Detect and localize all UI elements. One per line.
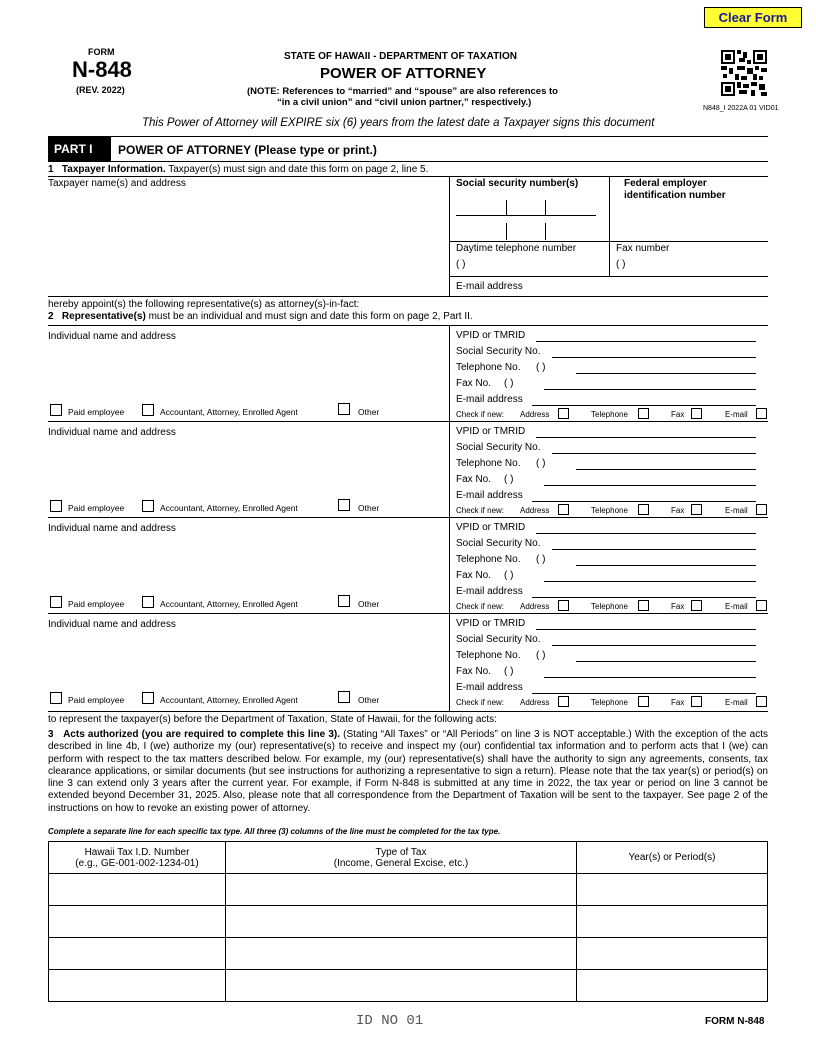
rep2-other-label: Other (358, 503, 380, 513)
rep3-other-checkbox[interactable] (338, 595, 350, 607)
rep3-ssn-field[interactable] (552, 549, 756, 550)
rep3-email-label: E-mail address (456, 586, 523, 597)
rep1-paid-employee-label: Paid employee (68, 407, 125, 417)
rep1-tel-label: Telephone No. (456, 362, 521, 373)
rep4-address-checkbox[interactable] (558, 696, 569, 707)
acts-periods-cell[interactable] (577, 970, 768, 1002)
part1-badge: PART I (48, 137, 111, 161)
form-revision: (REV. 2022) (76, 85, 125, 95)
acts-periods-cell[interactable] (577, 874, 768, 906)
rep2-accountant-label: Accountant, Attorney, Enrolled Agent (160, 503, 298, 513)
rep1-name-field[interactable] (48, 343, 446, 401)
rep3-accountant-checkbox[interactable] (142, 596, 154, 608)
id-number: ID NO 01 (356, 1013, 424, 1029)
note-line-1: (NOTE: References to “married” and “spouse” are also references to (247, 86, 558, 97)
rep3-check-new-label: Check if new: (456, 602, 505, 611)
rep1-email-field[interactable] (532, 405, 756, 406)
acts-tax-id-cell[interactable] (49, 970, 226, 1002)
rep4-email-field[interactable] (532, 693, 756, 694)
rep1-accountant-label: Accountant, Attorney, Enrolled Agent (160, 407, 298, 417)
rep1-accountant-checkbox[interactable] (142, 404, 154, 416)
acts-header-tax-type-line1: Type of Tax (375, 846, 427, 858)
rep2-name-label: Individual name and address (48, 427, 176, 438)
rep4-vpid-label: VPID or TMRID (456, 618, 526, 629)
rep1-tel-area[interactable]: ( ) (536, 362, 546, 373)
rep2-paid-employee-checkbox[interactable] (50, 500, 62, 512)
rep4-name-label: Individual name and address (48, 619, 176, 630)
rep2-telephone-checkbox[interactable] (638, 504, 649, 515)
acts-table-row (49, 970, 768, 1002)
acts-header-tax-id-line1: Hawaii Tax I.D. Number (84, 846, 190, 858)
part1-title: POWER OF ATTORNEY (Please type or print.) (118, 143, 377, 157)
line3-complete-note: Complete a separate line for each specific tax type. All three (3) columns of the line must be completed for the tax type. (48, 827, 501, 836)
acts-header-tax-id-line2: (e.g., GE-001-002-1234-01) (75, 857, 199, 869)
rep1-telephone-label: Telephone (591, 410, 628, 419)
rep3-tel-area[interactable]: ( ) (536, 554, 546, 565)
acts-tax-type-cell[interactable] (226, 906, 577, 938)
rep2-tel-field[interactable] (576, 469, 756, 470)
rep3-fax-checkbox[interactable] (691, 600, 702, 611)
rep2-ssn-field[interactable] (552, 453, 756, 454)
rep3-fax-field[interactable] (544, 581, 756, 582)
rep4-fax-field[interactable] (544, 677, 756, 678)
email-address-label: E-mail address (456, 281, 523, 292)
rep4-paid-employee-label: Paid employee (68, 695, 125, 705)
rep1-email-label: E-mail address (456, 394, 523, 405)
rep4-accountant-label: Accountant, Attorney, Enrolled Agent (160, 695, 298, 705)
rep3-fax-area[interactable]: ( ) (504, 570, 514, 581)
rep2-paid-employee-label: Paid employee (68, 503, 125, 513)
rep2-tel-area[interactable]: ( ) (536, 458, 546, 469)
acts-tax-id-cell[interactable] (49, 938, 226, 970)
rep3-accountant-label: Accountant, Attorney, Enrolled Agent (160, 599, 298, 609)
line2-text: must be an individual and must sign and date this form on page 2, Part II. (145, 311, 473, 322)
rep3-vpid-label: VPID or TMRID (456, 522, 526, 533)
rep2-email-field[interactable] (532, 501, 756, 502)
appoint-text: hereby appoint(s) the following representative(s) as attorney(s)-in-fact: (48, 299, 360, 310)
ssn-label: Social security number(s) (456, 178, 579, 189)
line1-number: 1 (48, 164, 54, 175)
rep4-tel-area[interactable]: ( ) (536, 650, 546, 661)
rep4-fax-area[interactable]: ( ) (504, 666, 514, 677)
rep1-fax-short-label: Fax (671, 410, 685, 419)
rep2-email-label: E-mail address (456, 490, 523, 501)
form-word: FORM (88, 47, 115, 57)
rep3-telephone-label: Telephone (591, 602, 628, 611)
rep4-other-label: Other (358, 695, 380, 705)
rep4-email-checkbox[interactable] (756, 696, 767, 707)
rep4-ssn-field[interactable] (552, 645, 756, 646)
acts-header-tax-id (49, 842, 226, 874)
acts-tax-id-cell[interactable] (49, 874, 226, 906)
rep3-address-label: Address (520, 602, 550, 611)
acts-table-row (49, 906, 768, 938)
fein-label-1: Federal employer (624, 178, 707, 189)
rep3-ssn-label: Social Security No. (456, 538, 541, 549)
line2-number: 2 (48, 311, 54, 322)
rep3-tel-field[interactable] (576, 565, 756, 566)
line1-heading: Taxpayer Information. (61, 164, 166, 175)
line1-text: Taxpayer(s) must sign and date this form on page 2, line 5. (165, 164, 429, 175)
fein-field[interactable] (614, 202, 766, 238)
acts-tax-type-cell[interactable] (226, 970, 577, 1002)
rep3-paid-employee-label: Paid employee (68, 599, 125, 609)
rep2-vpid-label: VPID or TMRID (456, 426, 526, 437)
fein-label-2: identification number (624, 190, 726, 201)
rep4-email-short-label: E-mail (725, 698, 748, 707)
rep3-telephone-checkbox[interactable] (638, 600, 649, 611)
clear-form-button[interactable]: Clear Form (704, 7, 802, 28)
rep1-vpid-label: VPID or TMRID (456, 330, 526, 341)
rep4-name-field[interactable] (48, 631, 446, 689)
acts-header-tax-type (226, 842, 577, 874)
rep3-name-field[interactable] (48, 535, 446, 593)
rep3-email-field[interactable] (532, 597, 756, 598)
rep2-email-checkbox[interactable] (756, 504, 767, 515)
rep2-ssn-label: Social Security No. (456, 442, 541, 453)
agency-name: STATE OF HAWAII - DEPARTMENT OF TAXATION (284, 51, 517, 62)
rep1-fax-area[interactable]: ( ) (504, 378, 514, 389)
acts-header-tax-type-line2: (Income, General Excise, etc.) (333, 857, 469, 869)
qr-code-icon (721, 50, 767, 96)
rep1-check-new-label: Check if new: (456, 410, 505, 419)
rep2-address-label: Address (520, 506, 550, 515)
rep2-fax-short-label: Fax (671, 506, 685, 515)
acts-tax-id-cell[interactable] (49, 906, 226, 938)
rep4-check-new-label: Check if new: (456, 698, 505, 707)
acts-tax-type-cell[interactable] (226, 938, 577, 970)
rep4-vpid-field[interactable] (536, 629, 756, 630)
rep1-name-label: Individual name and address (48, 331, 176, 342)
rep3-name-label: Individual name and address (48, 523, 176, 534)
rep1-fax-field[interactable] (544, 389, 756, 390)
rep2-telephone-label: Telephone (591, 506, 628, 515)
rep1-fax-label: Fax No. (456, 378, 492, 389)
acts-periods-cell[interactable] (577, 906, 768, 938)
fax-number-label: Fax number (616, 243, 670, 254)
rep1-other-checkbox[interactable] (338, 403, 350, 415)
rep3-fax-label: Fax No. (456, 570, 492, 581)
rep3-paid-employee-checkbox[interactable] (50, 596, 62, 608)
rep4-address-label: Address (520, 698, 550, 707)
rep3-other-label: Other (358, 599, 380, 609)
fax-number-field[interactable]: ( ) (616, 259, 626, 270)
acts-header-periods: Year(s) or Period(s) (577, 842, 768, 874)
rep1-fax-checkbox[interactable] (691, 408, 702, 419)
daytime-phone-field[interactable]: ( ) (456, 259, 466, 270)
rep2-other-checkbox[interactable] (338, 499, 350, 511)
line3-number: 3 (48, 729, 54, 740)
line2-instruction (48, 311, 473, 322)
line2-heading: Representative(s) (61, 311, 146, 322)
line3-paragraph (48, 729, 768, 815)
rep4-fax-label: Fax No. (456, 666, 492, 677)
expire-note: This Power of Attorney will EXPIRE six (6) years from the latest date a Taxpayer signs this document (142, 117, 655, 129)
rep2-fax-area[interactable]: ( ) (504, 474, 514, 485)
rep1-telephone-checkbox[interactable] (638, 408, 649, 419)
rep2-vpid-field[interactable] (536, 437, 756, 438)
rep4-telephone-checkbox[interactable] (638, 696, 649, 707)
rep1-tel-field[interactable] (576, 373, 756, 374)
form-code: N848_I 2022A 01 VID01 (703, 105, 779, 112)
rep3-vpid-field[interactable] (536, 533, 756, 534)
rep1-email-checkbox[interactable] (756, 408, 767, 419)
rep3-email-short-label: E-mail (725, 602, 748, 611)
acts-table (48, 841, 768, 1002)
line3-heading: Acts authorized (you are required to complete this line 3). (63, 729, 340, 740)
form-number: N-848 (72, 57, 132, 82)
rep4-email-label: E-mail address (456, 682, 523, 693)
rep2-fax-label: Fax No. (456, 474, 492, 485)
rep1-ssn-label: Social Security No. (456, 346, 541, 357)
ssn-field[interactable] (456, 200, 596, 240)
rep3-tel-label: Telephone No. (456, 554, 521, 565)
rep1-other-label: Other (358, 407, 380, 417)
daytime-phone-label: Daytime telephone number (456, 243, 577, 254)
rep1-address-checkbox[interactable] (558, 408, 569, 419)
footer-form-label: FORM N-848 (705, 1016, 765, 1027)
rep1-email-short-label: E-mail (725, 410, 748, 419)
rep2-tel-label: Telephone No. (456, 458, 521, 469)
rep1-vpid-field[interactable] (536, 341, 756, 342)
rep2-fax-checkbox[interactable] (691, 504, 702, 515)
represent-text: to represent the taxpayer(s) before the Department of Taxation, State of Hawaii, for the following acts: (48, 714, 497, 725)
acts-table-row (49, 874, 768, 906)
rep2-fax-field[interactable] (544, 485, 756, 486)
line1-instruction (48, 164, 428, 175)
rep2-check-new-label: Check if new: (456, 506, 505, 515)
taxpayer-name-label: Taxpayer name(s) and address (48, 178, 186, 189)
acts-table-row (49, 938, 768, 970)
rep4-telephone-label: Telephone (591, 698, 628, 707)
acts-tax-type-cell[interactable] (226, 874, 577, 906)
note-line-2: “in a civil union” and “civil union partner,” respectively.) (277, 97, 532, 108)
rep2-name-field[interactable] (48, 439, 446, 497)
rep1-address-label: Address (520, 410, 550, 419)
line3-text: (Stating “All Taxes” or “All Periods” on line 3 is NOT acceptable.) With the exception of the acts described in line 4b, I (we) authorize my (our) representative(s) to receive and inspect my (our) confidential tax information and to perform acts that I (we) can perform with respect to the tax matters described below. For example, my (our) representative(s) shall have the authority to sign any agreements, consents, tax clearance applications, or similar documents (but see instructions for authorizing a representative to sign a return). Please note that the tax year(s) or period(s) on line 3 can extend only 3 years after the current year. For example, if Form N-848 is submitted at any time in 2022, the tax year or period on line 3 cannot be extended beyond December 31, 2025. Also, please note that all correspondence from the Department of Taxation will be sent to the taxpayer. See page 2 of the instructions on how to revoke an existing power of attorney. (48, 729, 768, 814)
acts-periods-cell[interactable] (577, 938, 768, 970)
rep4-paid-employee-checkbox[interactable] (50, 692, 62, 704)
rep4-tel-field[interactable] (576, 661, 756, 662)
taxpayer-name-field[interactable] (48, 188, 448, 294)
rep3-address-checkbox[interactable] (558, 600, 569, 611)
rep4-other-checkbox[interactable] (338, 691, 350, 703)
rep2-accountant-checkbox[interactable] (142, 500, 154, 512)
rep4-ssn-label: Social Security No. (456, 634, 541, 645)
rep3-email-checkbox[interactable] (756, 600, 767, 611)
rep1-ssn-field[interactable] (552, 357, 756, 358)
rep4-accountant-checkbox[interactable] (142, 692, 154, 704)
form-title: POWER OF ATTORNEY (320, 65, 487, 82)
acts-table-header (49, 842, 768, 874)
rep2-address-checkbox[interactable] (558, 504, 569, 515)
rep4-tel-label: Telephone No. (456, 650, 521, 661)
rep3-fax-short-label: Fax (671, 602, 685, 611)
rep1-paid-employee-checkbox[interactable] (50, 404, 62, 416)
rep4-fax-short-label: Fax (671, 698, 685, 707)
rep4-fax-checkbox[interactable] (691, 696, 702, 707)
rep2-email-short-label: E-mail (725, 506, 748, 515)
